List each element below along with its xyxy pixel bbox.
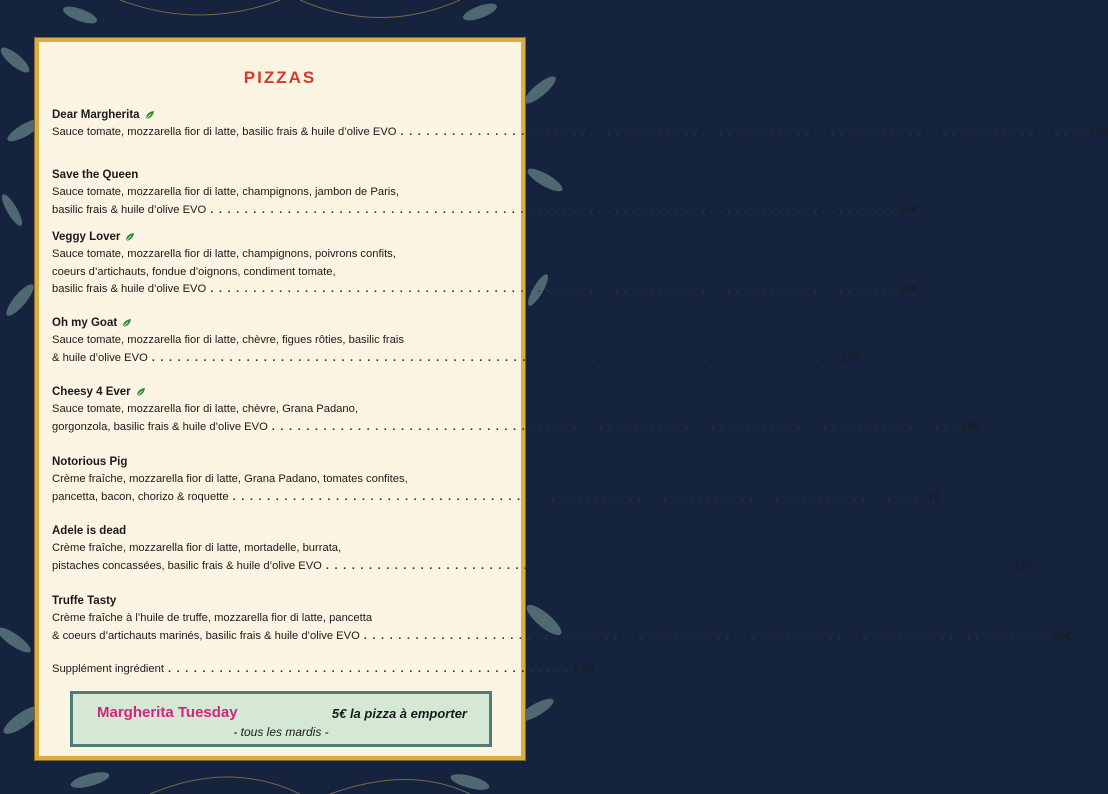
menu-item [52,166,918,219]
item-description-text: pistaches concassées, basilic frais & huile d’olive EVO [52,559,322,572]
item-description-line: Crème fraîche à l’huile de truffe, mozzarella fior di latte, pancetta [52,612,373,624]
item-description-text: & coeurs d’artichauts marinés, basilic frais & huile d’olive EVO [52,629,360,642]
item-name-text: Truffe Tasty [52,595,117,607]
item-name [52,592,509,610]
item-description-text: basilic frais & huile d’olive EVO [52,283,207,295]
item-description-line [52,124,1108,142]
dot-leader: . . . . . . . . . . . . . . . . . . . . . . . . . . . . . . . . . . . . . . . . . . . . . . . [167,663,569,675]
item-description-line: Sauce tomate, mozzarella fior di latte, champignons, poivrons confits, [52,248,396,260]
supplement-label: Supplément ingrédient [52,663,164,675]
dot-leader: . . . . . . . . . . . . . . . . . . . . . . . . . . . . . . . . . . . . . . . . . . . . . . . . . . . . . . . . . . . . . . . . . . . . . . . . . . . . . . . . [271,420,957,433]
item-price: 14€ [899,203,918,216]
menu-item [52,522,1034,575]
leaf-icon [145,110,155,120]
item-name [52,522,509,540]
item-description-line [52,202,918,220]
item-price: 15€ [840,351,860,364]
item-description-line [52,350,860,368]
item-name-text: Save the Queen [52,169,139,181]
promo-title: Margherita Tuesday [97,704,238,721]
dot-leader: . . . . . . . . . . . . . . . . . . . . . . . . . . . . . . . . . . . . . . . . . . . . . . . . . . . . . . . . . . . . . . . . . . . . . . . . . . . . . . . . [400,126,1086,138]
promo-offer: 5€ la pizza à emporter [331,706,467,721]
item-name-text: Notorious Pig [52,456,128,468]
item-name-text: Oh my Goat [52,317,118,329]
item-description-line: Sauce tomate, mozzarella fior di latte, chèvre, figues rôties, basilic frais [52,334,404,346]
item-description-line [52,281,918,299]
item-name-text: Cheesy 4 Ever [52,386,131,398]
dot-leader: . . . . . . . . . . . . . . . . . . . . . . . . . . . . . . . . . . . . . . . . . . . . . . . . . . . . . . . . . . . . . . . . . . . . . . . . . . . . . . . . [363,629,1049,642]
dot-leader: . . . . . . . . . . . . . . . . . . . . . . . . . . . . . . . . . . . . . . . . . . . . . . . . . . . . . . . . . . . . . . . . . . . . . . . . . . . . . . . . [210,203,896,216]
supplement-price: 1,5€ [572,663,595,675]
item-name-text: Dear Margherita [52,109,140,121]
dot-leader: . . . . . . . . . . . . . . . . . . . . . . . . . . . . . . . . . . . . . . . . . . . . . . . . . . . . . . . . . . . . . . . . . . . . . . . . . . . . . . . . [151,351,837,364]
item-price: 10€ [1089,126,1108,138]
menu-title: PIZZAS [243,68,317,87]
item-name [52,166,509,184]
item-name-text: Adele is dead [52,525,127,537]
item-description-text: & huile d’olive EVO [52,351,148,364]
item-description-line: Crème fraîche, mozzarella fior di latte, mortadelle, burrata, [52,542,342,554]
item-name [52,314,509,332]
item-price: 16€ [960,420,980,433]
item-price: 14€ [899,283,918,295]
item-description-text: gorgonzola, basilic frais & huile d’olive EVO [52,420,268,433]
item-description-line [52,628,1072,646]
dot-leader: . . . . . . . . . . . . . . . . . . . . . . . . . . . . . . . . . . . . . . . . . . . . . . . . . . . . . . . . . . . . . . . . . . . . . . . . . . . . . . . . [210,283,896,295]
item-name [52,383,509,401]
item-name [52,228,509,246]
item-description-text: basilic frais & huile d’olive EVO [52,203,207,216]
item-name-text: Veggy Lover [52,231,121,243]
item-price: 18€ [1052,629,1072,642]
menu-item [52,314,860,367]
dot-leader: . . . . . . . . . . . . . . . . . . . . . . . . . . . . . . . . . . . . . . . . . . . . . . . . . . . . . . . . . . . . . . . . . . . . . . . . . . . . . . . . [325,559,1011,572]
item-name [52,106,509,124]
leaf-icon [122,318,132,328]
item-description-line: Sauce tomate, mozzarella fior di latte, chèvre, Grana Padano, [52,403,358,415]
item-price: 18€ [1014,559,1034,572]
item-price: 17€ [921,490,941,503]
item-description-line: Sauce tomate, mozzarella fior di latte, champignons, jambon de Paris, [52,186,399,198]
dot-leader: . . . . . . . . . . . . . . . . . . . . . . . . . . . . . . . . . . . . . . . . . . . . . . . . . . . . . . . . . . . . . . . . . . . . . . . . . . . . . . . . [232,490,918,503]
item-description-text: Sauce tomate, mozzarella fior di latte, basilic frais & huile d’olive EVO [52,126,397,138]
promo-subtitle: - tous les mardis - [233,725,329,739]
item-description-text: pancetta, bacon, chorizo & roquette [52,490,229,503]
item-description-line [52,419,980,437]
supplement-row [52,661,595,679]
item-name [52,453,509,471]
menu-item [52,592,1072,645]
menu-card [35,38,1108,760]
menu-item [52,106,1108,142]
item-description-line: Crème fraîche, mozzarella fior di latte, Grana Padano, tomates confites, [52,473,408,485]
item-description-line: coeurs d’artichauts, fondue d’oignons, condiment tomate, [52,265,336,278]
menu-item [52,453,941,506]
menu-item [52,228,918,299]
leaf-icon [125,232,135,242]
promo-box [70,691,492,747]
leaf-icon [136,387,146,397]
item-description-line [52,489,941,507]
item-description-line [52,558,1034,576]
menu-item [52,383,980,436]
